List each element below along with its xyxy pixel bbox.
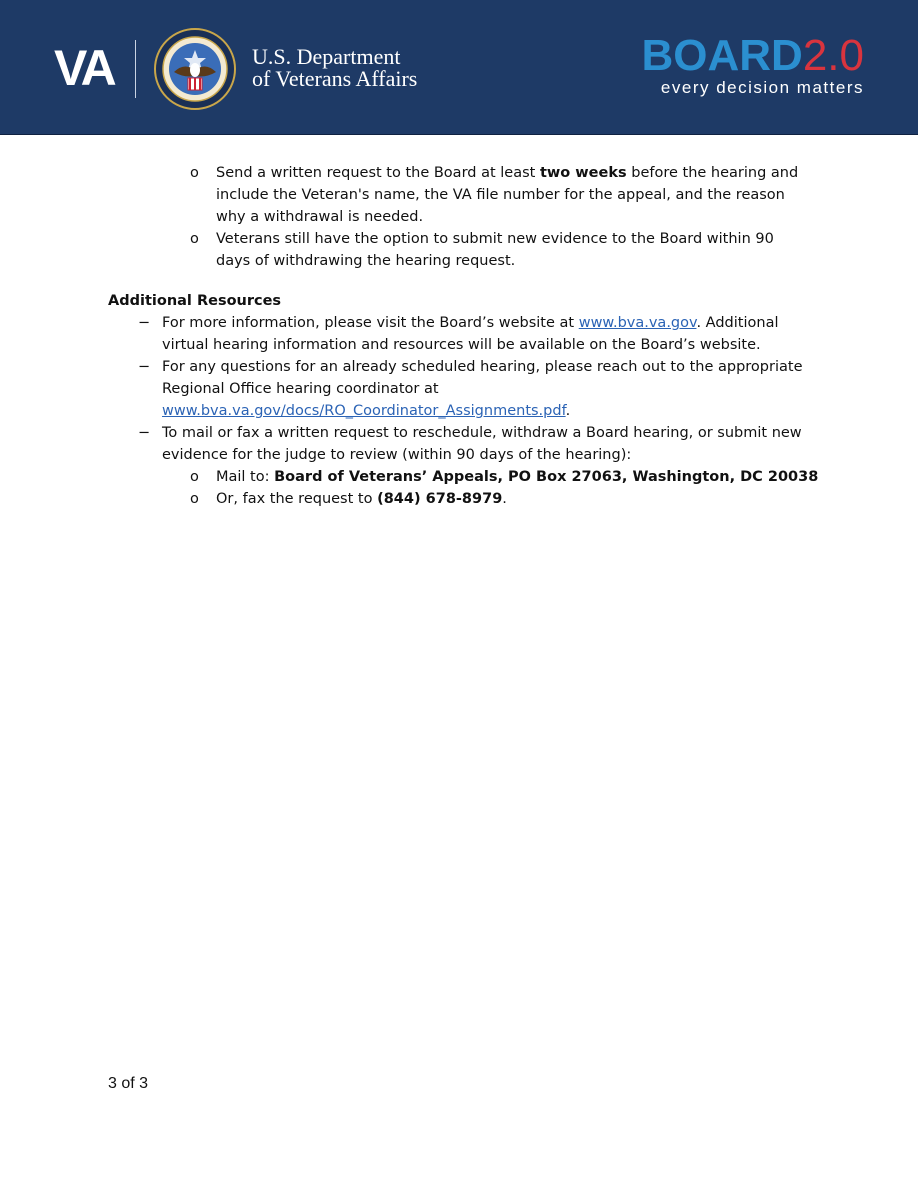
board-logo xyxy=(641,31,865,98)
resource-item-2-line1: For any questions for an already scheduled hearing, please reach out to the appropriate xyxy=(162,359,803,375)
resource-item-2-line2: Regional Office hearing coordinator at xyxy=(162,381,439,397)
va-seal-icon xyxy=(154,28,236,110)
page-number: 3 of 3 xyxy=(108,1075,149,1092)
withdraw-item-2 xyxy=(216,228,836,272)
bva-website-link[interactable]: www.bva.va.gov xyxy=(578,315,697,331)
va-logo: VA xyxy=(54,40,114,96)
withdraw-item-2-line1: Veterans still have the option to submit new evidence to the Board within 90 xyxy=(216,231,774,247)
fax-label: Or, fax the request to xyxy=(216,491,378,507)
mail-to-label: Mail to: xyxy=(216,469,275,485)
resource-item-1-text: For more information, please visit the Board’s website at xyxy=(162,315,579,331)
list-bullet: o xyxy=(190,231,199,247)
resource-item-2 xyxy=(162,356,842,422)
board-wordmark-main: BOARD xyxy=(641,31,803,80)
header-divider xyxy=(135,40,136,98)
resource-item-2-text-end: . xyxy=(565,403,571,419)
department-name-line1: U.S. Department xyxy=(252,44,401,69)
withdraw-item-1-bold: two weeks xyxy=(539,165,627,181)
withdraw-item-1-text-end: before the hearing and xyxy=(626,165,799,181)
resource-item-3-line1: To mail or fax a written request to reschedule, withdraw a Board hearing, or submit new xyxy=(162,425,802,441)
mail-address: Board of Veterans’ Appeals, PO Box 27063, Washington, DC 20038 xyxy=(274,469,819,485)
section-title-additional-resources: Additional Resources xyxy=(108,293,282,309)
ro-coordinator-link[interactable]: www.bva.va.gov/docs/RO_Coordinator_Assignments.pdf xyxy=(162,403,566,419)
resource-item-1-line2: virtual hearing information and resources will be available on the Board’s website. xyxy=(162,337,761,353)
list-dash: − xyxy=(138,359,151,375)
withdraw-item-1-text: Send a written request to the Board at least xyxy=(216,165,540,181)
department-name-line2: of Veterans Affairs xyxy=(252,66,418,91)
withdraw-item-1-line3: why a withdrawal is needed. xyxy=(216,209,424,225)
board-wordmark-version: 2.0 xyxy=(802,31,864,80)
board-tagline: every decision matters xyxy=(660,78,864,97)
fax-text-end: . xyxy=(502,491,507,507)
board-wordmark xyxy=(641,31,865,80)
list-dash: − xyxy=(138,425,151,441)
list-bullet: o xyxy=(190,491,199,507)
resource-item-1-text-end: . Additional xyxy=(696,315,779,331)
resource-item-1 xyxy=(162,312,842,356)
fax-number: (844) 678-8979 xyxy=(377,491,503,507)
withdraw-item-2-line2: days of withdrawing the hearing request. xyxy=(216,253,516,269)
list-dash: − xyxy=(138,315,151,331)
list-bullet: o xyxy=(190,469,199,485)
mail-to-item xyxy=(216,466,836,488)
resource-item-3-line2: evidence for the judge to review (within 90 days of the hearing): xyxy=(162,447,632,463)
fax-item xyxy=(216,488,836,510)
resource-item-3 xyxy=(162,422,842,466)
department-name xyxy=(252,46,417,90)
page-header xyxy=(0,0,918,135)
list-bullet: o xyxy=(190,165,199,181)
withdraw-item-1-line2: include the Veteran's name, the VA file number for the appeal, and the reason xyxy=(216,187,785,203)
withdraw-item-1 xyxy=(216,162,836,228)
